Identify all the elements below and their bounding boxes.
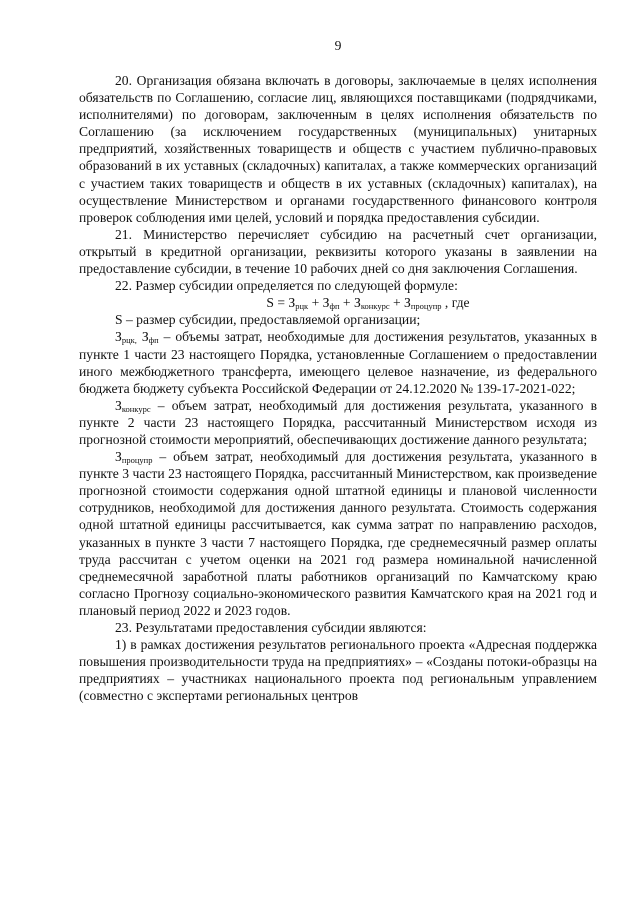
subsidy-formula: $S = З_{рцк} + З_{фп} + З_{конкурс} + З_{процупр}$ , где	[266, 295, 470, 312]
page-number: 9	[334, 38, 342, 53]
paragraph-22: 22. Размер субсидии определяется по следующей формуле:	[115, 278, 458, 294]
paragraph-23-item-1: 1) в рамках достижения результатов регионального проекта «Адресная поддержка повышения производительности труда на предприятиях» – «Созданы потоки-образцы на предприятиях – участниках национального проекта под региональным управлением (совместно с экспертами региональных центров	[79, 637, 597, 704]
definition-z-rck-fp: $З_{рцк,}$ $З_{фп}$ – объемы затрат, необходимые для достижения результатов, указанных в пункте 1 части 23 настоящего Порядка, установленные Соглашением о предоставлении иного межбюджетного трансферта, имеющего целевое назначение, из федерального бюджета бюджету субъекта Российской Федерации от 24.12.2020 № 139-17-2021-022;	[79, 329, 597, 396]
definition-z-konkurs: $З_{конкурс}$ – объем затрат, необходимый для достижения результата, указанного в пункте 2 части 23 настоящего Порядка, рассчитанный Министерством исходя из прогнозной стоимости мероприятий, обеспечивающих достижение данного результата;	[79, 397, 597, 447]
definition-s: S – размер субсидии, предоставляемой организации;	[115, 312, 421, 328]
definition-z-procupr: $З_{процупр}$ – объем затрат, необходимый для достижения результата, указанного в пункте 3 части 23 настоящего Порядка, рассчитанный Министерством, как произведение прогнозной стоимости содержания одной штатной единицы и плановой численности сотрудников, необходимой для достижения данного результата. Стоимость содержания одной штатной единицы рассчитывается, как сумма затрат по направлению расходов, указанных в пункте 3 части 7 настоящего Порядка, где среднемесячный размер оплаты труда рассчитан с учетом оценки на 2021 год размера номинальной начисленной среднемесячной заработной платы работников организаций по Камчатскому краю согласно Прогнозу социально-экономического развития Камчатского края на 2021 год и плановый период 2022 и 2023 годов.	[79, 449, 597, 618]
paragraph-21: 21. Министерство перечисляет субсидию на расчетный счет организации, открытый в кредитной организации, реквизиты которого указаны в заявлении на предоставление субсидии, в течение 10 рабочих дней со дня заключения Соглашения.	[79, 226, 597, 277]
paragraph-20: 20. Организация обязана включать в договоры, заключаемые в целях исполнения обязательств по Соглашению, согласие лиц, являющихся поставщиками (подрядчиками, исполнителями) по договорам, заключенным в целях исполнения обязательств по Соглашению (за исключением государственных (муниципальных) унитарных предприятий, хозяйственных товариществ и обществ с участием публично-правовых образований в их уставных (складочных) капиталах, а также коммерческих организаций с участием таких товариществ и обществ в их уставных (складочных) капиталах), на осуществление Министерством и органами государственного финансового контроля проверок соблюдения ими целей, условий и порядка предоставления субсидии.	[79, 73, 597, 225]
paragraph-23: 23. Результатами предоставления субсидии являются:	[115, 620, 427, 635]
document-body	[79, 72, 597, 704]
